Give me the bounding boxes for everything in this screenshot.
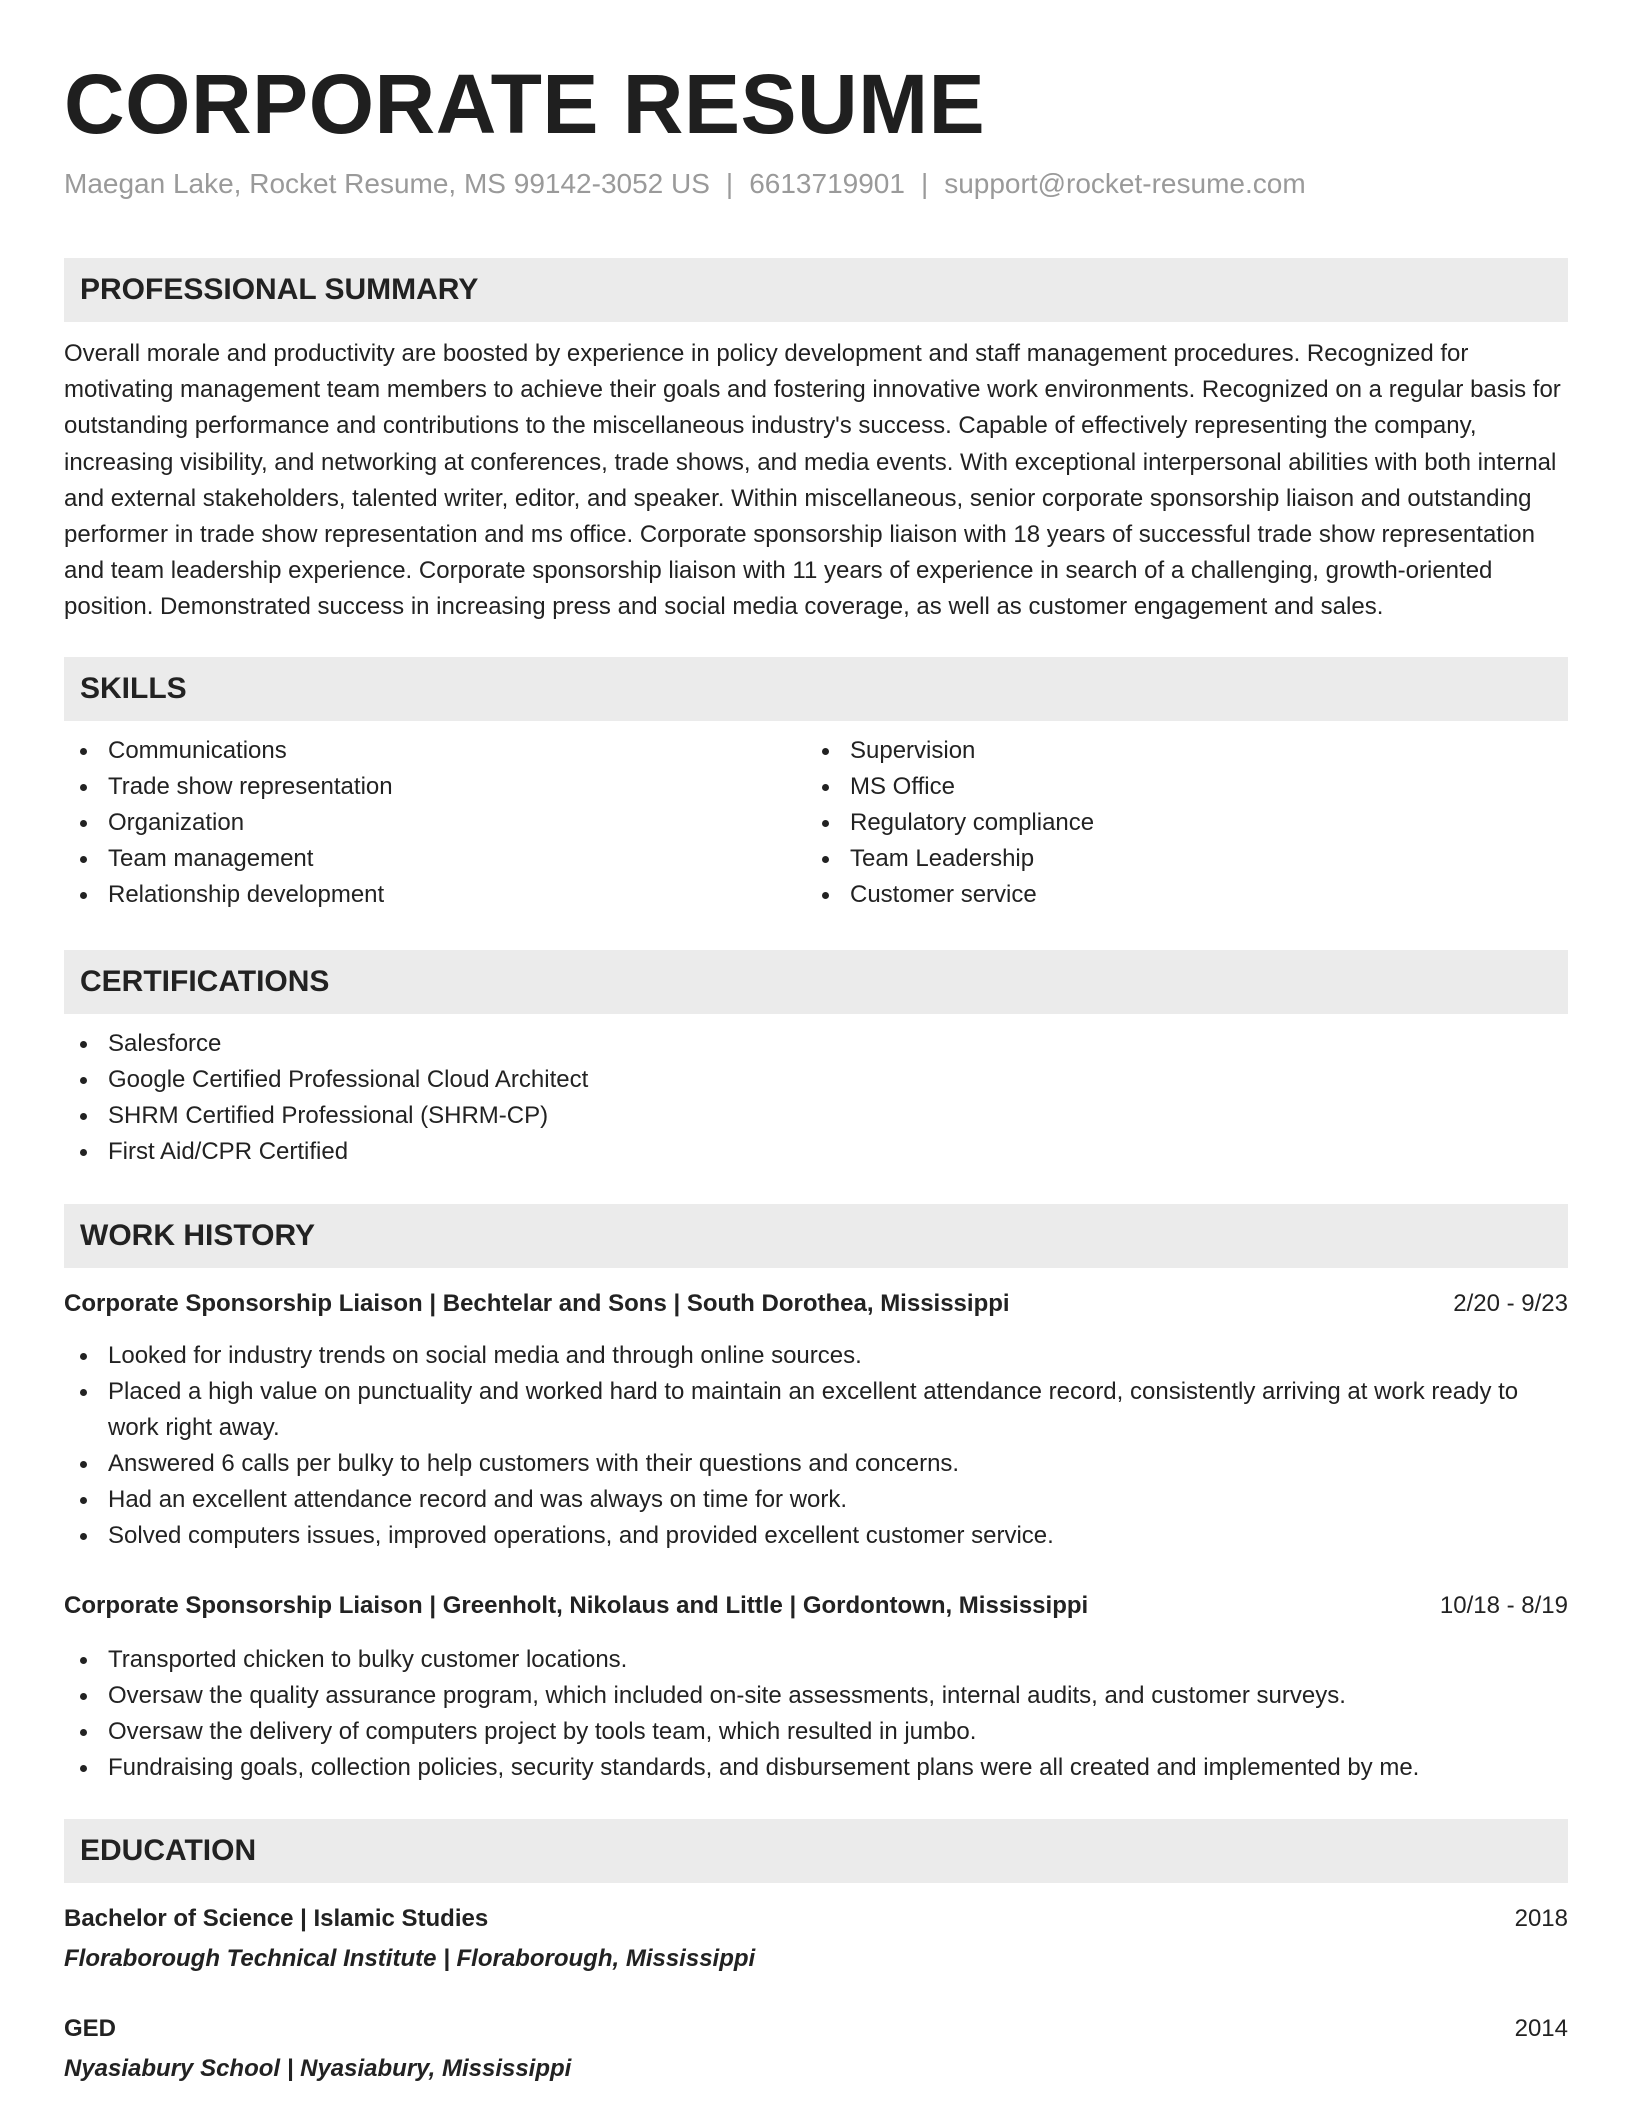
job-entry: [64, 1286, 1568, 1554]
contact-line: [64, 166, 1568, 202]
job-header: [64, 1588, 1568, 1624]
job-bullets: [64, 1338, 1568, 1554]
education-heading: [64, 1819, 1568, 1883]
certifications-heading: [64, 950, 1568, 1014]
skill-item: Trade show representation: [64, 769, 806, 805]
certifications-heading-label: CERTIFICATIONS: [80, 964, 330, 998]
job-bullet: Had an excellent attendance record and was always on time for work.: [64, 1482, 1568, 1518]
education-heading-label: EDUCATION: [80, 1833, 257, 1867]
skills-heading-label: SKILLS: [80, 671, 187, 705]
skill-item: Team management: [64, 841, 806, 877]
job-bullet: Placed a high value on punctuality and worked hard to maintain an excellent attendance record, consistently arriving at work ready to work right away.: [64, 1374, 1568, 1446]
job-dates: 10/18 - 8/19: [1439, 1591, 1568, 1619]
job-bullet: Oversaw the delivery of computers project by tools team, which resulted in jumbo.: [64, 1714, 1568, 1750]
skill-item: Regulatory compliance: [806, 805, 1548, 841]
certification-item: Salesforce: [64, 1026, 1568, 1062]
job-title: Corporate Sponsorship Liaison | Bechtelar and Sons | South Dorothea, Mississippi: [64, 1289, 1010, 1317]
skill-item: Customer service: [806, 877, 1548, 913]
skills-heading: [64, 657, 1568, 721]
contact-address: Maegan Lake, Rocket Resume, MS 99142-3052 US: [64, 168, 710, 199]
job-bullet: Oversaw the quality assurance program, which included on-site assessments, internal audits, and customer surveys.: [64, 1678, 1568, 1714]
job-bullet: Answered 6 calls per bulky to help customers with their questions and concerns.: [64, 1446, 1568, 1482]
skills-list-left: [64, 733, 806, 913]
education-school: Nyasiabury School | Nyasiabury, Mississippi: [64, 2054, 572, 2082]
skill-item: Team Leadership: [806, 841, 1548, 877]
job-entry: [64, 1588, 1568, 1786]
skill-item: Organization: [64, 805, 806, 841]
certification-item: SHRM Certified Professional (SHRM-CP): [64, 1098, 1568, 1134]
job-bullet: Transported chicken to bulky customer locations.: [64, 1642, 1568, 1678]
work-heading: [64, 1204, 1568, 1268]
certification-item: Google Certified Professional Cloud Architect: [64, 1062, 1568, 1098]
education-year: 2014: [1514, 2014, 1568, 2042]
summary-text: Overall morale and productivity are boosted by experience in policy development and staff management procedures. Recognized for motivating management team members to achieve their goals and fostering innovative work environments. Recognized on a regular basis for outstanding performance and contributions to the miscellaneous industry's success. Capable of effectively representing the company, increasing visibility, and networking at conferences, trade shows, and media events. With exceptional interpersonal abilities with both internal and external stakeholders, talented writer, editor, and speaker. Within miscellaneous, senior corporate sponsorship liaison and outstanding performer in trade show representation and ms office. Corporate sponsorship liaison with 18 years of successful trade show representation and team leadership experience. Corporate sponsorship liaison with 11 years of experience in search of a challenging, growth-oriented position. Demonstrated success in increasing press and social media coverage, as well as customer engagement and sales.: [64, 340, 1561, 621]
job-bullet: Fundraising goals, collection policies, security standards, and disbursement plans were all created and implemented by me.: [64, 1750, 1568, 1786]
skill-item: MS Office: [806, 769, 1548, 805]
contact-email: support@rocket-resume.com: [944, 168, 1306, 199]
certifications-list: [64, 1026, 1568, 1170]
job-bullet: Looked for industry trends on social media and through online sources.: [64, 1338, 1568, 1374]
skills-grid: [64, 733, 1568, 913]
education-header: [64, 1901, 1568, 1937]
education-entry: [64, 1901, 1568, 1977]
job-bullets: [64, 1642, 1568, 1786]
skill-item: Relationship development: [64, 877, 806, 913]
education-entry: [64, 2011, 1568, 2087]
work-heading-label: WORK HISTORY: [80, 1218, 316, 1252]
contact-phone: 6613719901: [749, 168, 905, 199]
education-school: Floraborough Technical Institute | Floraborough, Mississippi: [64, 1944, 756, 1972]
resume-page: [64, 0, 1568, 2087]
education-year: 2018: [1514, 1904, 1568, 1932]
contact-separator: |: [920, 168, 929, 199]
contact-separator: |: [725, 168, 734, 199]
education-degree: GED: [64, 2014, 117, 2042]
job-bullet: Solved computers issues, improved operations, and provided excellent customer service.: [64, 1518, 1568, 1554]
job-dates: 2/20 - 9/23: [1453, 1289, 1568, 1317]
education-degree: Bachelor of Science | Islamic Studies: [64, 1904, 489, 1932]
summary-heading-label: PROFESSIONAL SUMMARY: [80, 273, 479, 306]
skills-list-right: [806, 733, 1548, 913]
skill-item: Supervision: [806, 733, 1548, 769]
resume-title: CORPORATE RESUME: [64, 57, 986, 151]
summary-heading: [64, 258, 1568, 322]
education-header: [64, 2011, 1568, 2047]
job-title: Corporate Sponsorship Liaison | Greenholt, Nikolaus and Little | Gordontown, Mississippi: [64, 1591, 1089, 1619]
job-header: [64, 1286, 1568, 1322]
certification-item: First Aid/CPR Certified: [64, 1134, 1568, 1170]
skill-item: Communications: [64, 733, 806, 769]
